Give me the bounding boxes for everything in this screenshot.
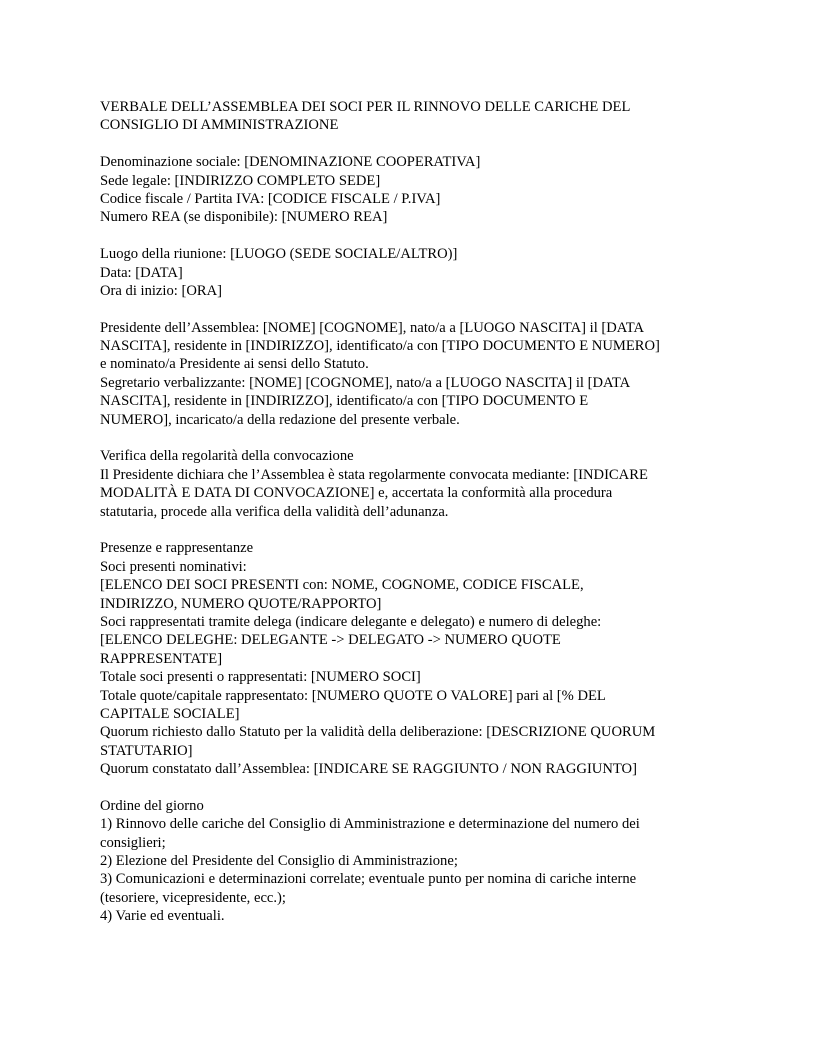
text-line: Totale soci presenti o rappresentati: [NUMERO SOCI]: [100, 669, 421, 686]
text-line: STATUTARIO]: [100, 742, 193, 759]
text-line: VERBALE DELL’ASSEMBLEA DEI SOCI PER IL RINNOVO DELLE CARICHE DEL: [100, 99, 631, 115]
text-line: Totale quote/capitale rappresentato: [NUMERO QUOTE O VALORE] pari al [% DEL: [100, 687, 606, 704]
text-line: Quorum richiesto dallo Statuto per la validità della deliberazione: [DESCRIZIONE QUORUM: [100, 724, 656, 741]
agenda-item: 1) Rinnovo delle cariche del Consiglio di Amministrazione e determinazione del numero dei: [100, 816, 640, 833]
text-line: Luogo della riunione: [LUOGO (SEDE SOCIALE/ALTRO)]: [100, 246, 458, 263]
section-heading: Verifica della regolarità della convocazione: [100, 448, 354, 465]
text-line: [ELENCO DEI SOCI PRESENTI con: NOME, COGNOME, CODICE FISCALE,: [100, 577, 584, 594]
text-line: Presidente dell’Assemblea: [NOME] [COGNOME], nato/a a [LUOGO NASCITA] il [DATA: [100, 319, 645, 336]
text-line: Il Presidente dichiara che l’Assemblea è stata regolarmente convocata mediante: [INDICARE: [100, 466, 648, 483]
paragraph-gap: [100, 429, 730, 447]
agenda-item: 3) Comunicazioni e determinazioni correlate; eventuale punto per nomina di cariche interne: [100, 871, 637, 888]
paragraph-gap: [100, 135, 730, 153]
agenda-section: [100, 797, 730, 926]
agenda-item: 2) Elezione del Presidente del Consiglio di Amministrazione;: [100, 853, 458, 870]
text-line: Segretario verbalizzante: [NOME] [COGNOME], nato/a a [LUOGO NASCITA] il [DATA: [100, 374, 631, 391]
paragraph-gap: [100, 300, 730, 318]
company-info-section: [100, 153, 730, 227]
document-page: [100, 98, 730, 926]
text-line: Quorum constatato dall’Assemblea: [INDICARE SE RAGGIUNTO / NON RAGGIUNTO]: [100, 761, 637, 778]
text-line: Soci presenti nominativi:: [100, 558, 247, 575]
section-heading: Ordine del giorno: [100, 797, 204, 814]
text-line: INDIRIZZO, NUMERO QUOTE/RAPPORTO]: [100, 595, 382, 612]
attendance-section: [100, 539, 730, 778]
text-line: Ora di inizio: [ORA]: [100, 282, 222, 299]
text-line: NASCITA], residente in [INDIRIZZO], identificato/a con [TIPO DOCUMENTO E: [100, 393, 589, 410]
agenda-item: 4) Varie ed eventuali.: [100, 908, 225, 925]
text-line: e nominato/a Presidente ai sensi dello Statuto.: [100, 356, 369, 373]
text-line: statutaria, procede alla verifica della validità dell’adunanza.: [100, 503, 449, 520]
text-line: NASCITA], residente in [INDIRIZZO], identificato/a con [TIPO DOCUMENTO E NUMERO]: [100, 338, 660, 355]
document-title: [100, 98, 730, 135]
meeting-info-section: [100, 245, 730, 300]
text-line: [ELENCO DELEGHE: DELEGANTE -> DELEGATO -> NUMERO QUOTE: [100, 632, 561, 649]
section-heading: Presenze e rappresentanze: [100, 540, 254, 557]
paragraph-gap: [100, 521, 730, 539]
paragraph-gap: [100, 227, 730, 245]
agenda-item-continuation: consiglieri;: [100, 834, 166, 851]
text-line: Denominazione sociale: [DENOMINAZIONE COOPERATIVA]: [100, 154, 481, 171]
text-line: CONSIGLIO DI AMMINISTRAZIONE: [100, 117, 339, 134]
text-line: RAPPRESENTATE]: [100, 650, 223, 667]
text-line: MODALITÀ E DATA DI CONVOCAZIONE] e, accertata la conformità alla procedura: [100, 485, 613, 502]
text-line: Codice fiscale / Partita IVA: [CODICE FISCALE / P.IVA]: [100, 190, 441, 207]
text-line: NUMERO], incaricato/a della redazione del presente verbale.: [100, 411, 460, 428]
text-line: Numero REA (se disponibile): [NUMERO REA]: [100, 209, 388, 226]
agenda-item-continuation: (tesoriere, vicepresidente, ecc.);: [100, 889, 286, 906]
text-line: Sede legale: [INDIRIZZO COMPLETO SEDE]: [100, 172, 381, 189]
text-line: CAPITALE SOCIALE]: [100, 705, 240, 722]
convocation-section: [100, 447, 730, 521]
paragraph-gap: [100, 778, 730, 796]
text-line: Soci rappresentati tramite delega (indicare delegante e delegato) e numero di deleghe:: [100, 613, 602, 630]
officers-section: [100, 319, 730, 429]
text-line: Data: [DATA]: [100, 264, 183, 281]
